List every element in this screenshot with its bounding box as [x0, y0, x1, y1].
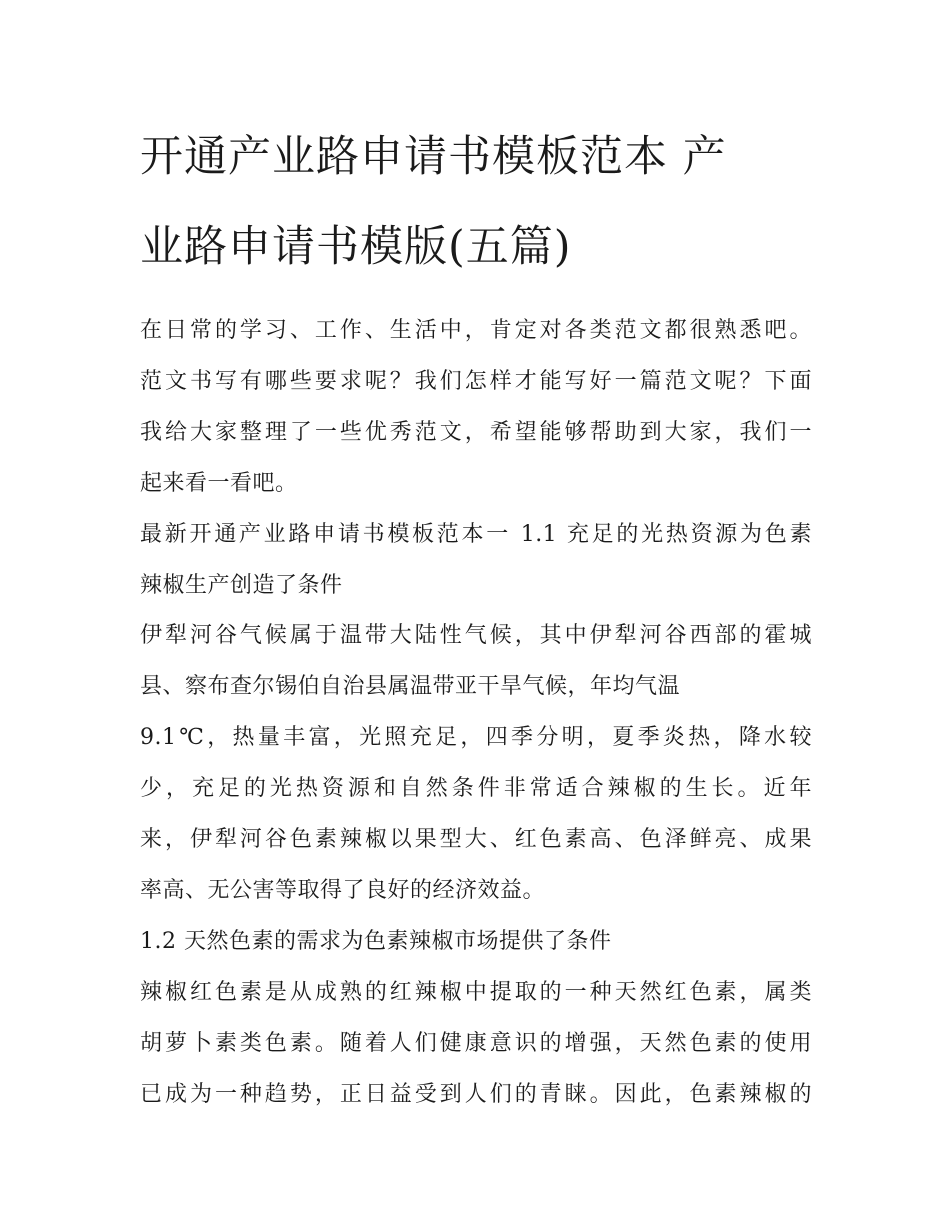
title-line-1: 开通产业路申请书模板范本 产	[140, 132, 727, 182]
body-line: 辣椒生产创造了条件	[140, 572, 343, 598]
body-line: 伊犁河谷气候属于温带大陆性气候，其中伊犁河谷西部的霍城	[140, 623, 812, 649]
document-body	[140, 306, 812, 1121]
body-line: 辣椒红色素是从成熟的红辣椒中提取的一种天然红色素，属类	[140, 979, 812, 1005]
body-line: 在日常的学习、工作、生活中，肯定对各类范文都很熟悉吧。	[140, 318, 812, 343]
body-line: 9.1℃，热量丰富，光照充足，四季分明，夏季炎热，降水较	[140, 725, 812, 751]
body-line: 率高、无公害等取得了良好的经济效益。	[140, 877, 546, 903]
body-line: 范文书写有哪些要求呢？我们怎样才能写好一篇范文呢？下面	[140, 368, 812, 394]
body-line: 已成为一种趋势，正日益受到人们的青睐。因此，色素辣椒的	[140, 1081, 812, 1107]
document-page	[140, 112, 812, 1121]
body-line: 县、察布查尔锡伯自治县属温带亚干旱气候，年均气温	[140, 674, 681, 700]
body-line: 胡萝卜素类色素。随着人们健康意识的增强，天然色素的使用	[140, 1030, 812, 1056]
body-line: 最新开通产业路申请书模板范本一 1.1 充足的光热资源为色素	[140, 521, 812, 547]
body-line: 来，伊犁河谷色素辣椒以果型大、红色素高、色泽鲜亮、成果	[140, 827, 812, 853]
body-line: 我给大家整理了一些优秀范文，希望能够帮助到大家，我们一	[140, 419, 812, 445]
body-line: 1.2 天然色素的需求为色素辣椒市场提供了条件	[140, 928, 612, 954]
body-line: 少，充足的光热资源和自然条件非常适合辣椒的生长。近年	[140, 776, 812, 802]
title-line-2: 业路申请书模版(五篇)	[140, 222, 572, 272]
body-line: 起来看一看吧。	[140, 470, 298, 496]
document-title	[140, 112, 812, 292]
